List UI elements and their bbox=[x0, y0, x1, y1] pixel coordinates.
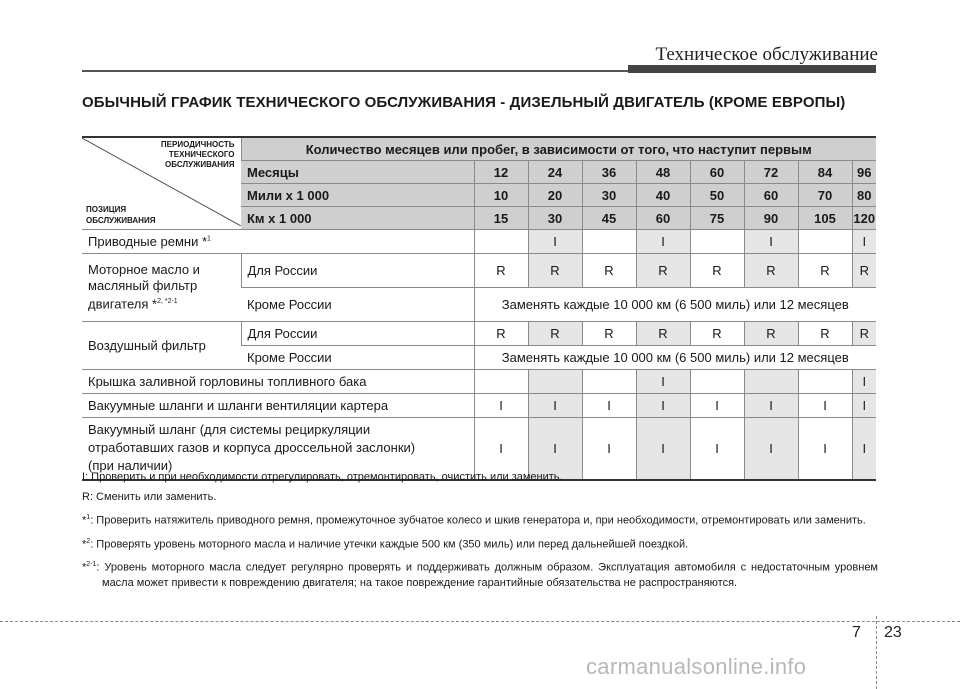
value-cell: R bbox=[690, 254, 744, 288]
value-cell: I bbox=[636, 370, 690, 394]
value-cell: R bbox=[474, 322, 528, 346]
value-cell: I bbox=[636, 230, 690, 254]
miles-cell: 40 bbox=[636, 184, 690, 207]
value-cell: R bbox=[798, 254, 852, 288]
month-cell: 96 bbox=[852, 161, 876, 184]
row-label-fuel-cap: Крышка заливной горловины топливного бака bbox=[82, 370, 474, 394]
table-row bbox=[82, 370, 876, 394]
note-1: *$^1$: Проверить натяжитель приводного ремня, промежуточное зубчатое колесо и шкив генератора и, при необходимости, отремонтировать или заменить. bbox=[82, 514, 866, 527]
value-cell bbox=[798, 370, 852, 394]
corner-item-label: ПОЗИЦИЯ ОБСЛУЖИВАНИЯ bbox=[86, 205, 156, 225]
miles-cell: 10 bbox=[474, 184, 528, 207]
month-cell: 48 bbox=[636, 161, 690, 184]
note-2-1: *$^{2-1}$: Уровень моторного масла следует регулярно проверять и поддерживать должным образом. Эксплуатация автомобиля с недостаточным уровнем масла может привести к повреждению двигателя; на такое повреждение гарантийные обязательства не распространяются. bbox=[82, 561, 878, 589]
footnotes bbox=[82, 470, 878, 596]
miles-cell: 70 bbox=[798, 184, 852, 207]
row-label-vacuum-hoses: Вакуумные шланги и шланги вентиляции картера bbox=[82, 394, 474, 418]
air-other-interval: Заменять каждые 10 000 км (6 500 миль) или 12 месяцев bbox=[474, 346, 876, 370]
miles-cell: 20 bbox=[528, 184, 582, 207]
value-cell: I bbox=[636, 394, 690, 418]
header-rule bbox=[82, 70, 628, 72]
value-cell: R bbox=[474, 254, 528, 288]
value-cell: I bbox=[852, 418, 876, 480]
table-row bbox=[82, 394, 876, 418]
footer-dashed-divider bbox=[876, 616, 877, 689]
row-label-belts: Приводные ремни *$^1$ bbox=[82, 230, 474, 254]
value-cell bbox=[582, 370, 636, 394]
miles-cell: 50 bbox=[690, 184, 744, 207]
value-cell: R bbox=[744, 254, 798, 288]
value-cell bbox=[474, 230, 528, 254]
value-cell: R bbox=[582, 322, 636, 346]
value-cell bbox=[690, 230, 744, 254]
miles-cell: 80 bbox=[852, 184, 876, 207]
miles-cell: 60 bbox=[744, 184, 798, 207]
value-cell: I bbox=[798, 394, 852, 418]
value-cell: I bbox=[798, 418, 852, 480]
value-cell: R bbox=[852, 322, 876, 346]
note-2: *$^2$: Проверять уровень моторного масла и наличие утечки каждые 500 км (350 миль) или перед дальнейшей поездкой. bbox=[82, 537, 689, 551]
corner-periodicity-label: ПЕРИОДИЧНОСТЬ ТЕХНИЧЕСКОГО ОБСЛУЖИВАНИЯ bbox=[160, 140, 235, 169]
value-cell: R bbox=[582, 254, 636, 288]
sub-label-other: Кроме России bbox=[241, 288, 474, 322]
value-cell: R bbox=[690, 322, 744, 346]
value-cell: I bbox=[690, 394, 744, 418]
footer-dashed-rule bbox=[0, 621, 960, 622]
sub-label-other: Кроме России bbox=[241, 346, 474, 370]
table-row bbox=[82, 254, 876, 288]
header-bar bbox=[628, 65, 876, 73]
km-cell: 45 bbox=[582, 207, 636, 230]
value-cell: R bbox=[744, 322, 798, 346]
month-cell: 12 bbox=[474, 161, 528, 184]
value-cell bbox=[690, 370, 744, 394]
value-cell: R bbox=[636, 322, 690, 346]
row-label-egr-hose: Вакуумный шланг (для системы рециркуляции отработавших газов и корпуса дроссельной заслонки) (при наличии) bbox=[82, 418, 474, 480]
note-replace: R: Сменить или заменить. bbox=[82, 491, 217, 503]
km-cell: 60 bbox=[636, 207, 690, 230]
value-cell: I bbox=[474, 394, 528, 418]
miles-cell: 30 bbox=[582, 184, 636, 207]
value-cell: I bbox=[744, 394, 798, 418]
page-title: ОБЫЧНЫЙ ГРАФИК ТЕХНИЧЕСКОГО ОБСЛУЖИВАНИЯ - ДИЗЕЛЬНЫЙ ДВИГАТЕЛЬ (КРОМЕ ЕВРОПЫ) bbox=[82, 94, 846, 111]
value-cell: I bbox=[474, 418, 528, 480]
km-cell: 75 bbox=[690, 207, 744, 230]
interval-title: Количество месяцев или пробег, в зависимости от того, что наступит первым bbox=[241, 137, 876, 161]
km-cell: 30 bbox=[528, 207, 582, 230]
month-cell: 84 bbox=[798, 161, 852, 184]
value-cell bbox=[528, 370, 582, 394]
km-label: Км x 1 000 bbox=[241, 207, 474, 230]
value-cell: I bbox=[528, 418, 582, 480]
table-row bbox=[82, 322, 876, 346]
value-cell: I bbox=[852, 370, 876, 394]
chapter-number: 7 bbox=[852, 624, 861, 641]
value-cell: I bbox=[528, 230, 582, 254]
value-cell: I bbox=[636, 418, 690, 480]
maintenance-schedule-table bbox=[82, 136, 876, 481]
oil-other-interval: Заменять каждые 10 000 км (6 500 миль) или 12 месяцев bbox=[474, 288, 876, 322]
month-cell: 36 bbox=[582, 161, 636, 184]
month-cell: 24 bbox=[528, 161, 582, 184]
months-label: Месяцы bbox=[241, 161, 474, 184]
km-cell: 105 bbox=[798, 207, 852, 230]
value-cell bbox=[474, 370, 528, 394]
value-cell: I bbox=[744, 418, 798, 480]
section-title: Техническое обслуживание bbox=[655, 44, 878, 65]
value-cell: R bbox=[798, 322, 852, 346]
km-cell: 15 bbox=[474, 207, 528, 230]
note-inspect: I: Проверить и при необходимости отрегулировать, отремонтировать, очистить или заменить. bbox=[82, 471, 563, 483]
sub-label-russia: Для России bbox=[241, 254, 474, 288]
value-cell: R bbox=[528, 322, 582, 346]
page-number: 23 bbox=[884, 624, 902, 641]
km-cell: 120 bbox=[852, 207, 876, 230]
sub-label-russia: Для России bbox=[241, 322, 474, 346]
watermark: carmanualsonline.info bbox=[586, 654, 807, 679]
value-cell bbox=[582, 230, 636, 254]
value-cell: R bbox=[528, 254, 582, 288]
table-corner-cell bbox=[82, 137, 241, 230]
row-label-air: Воздушный фильтр bbox=[82, 322, 241, 370]
miles-label: Мили x 1 000 bbox=[241, 184, 474, 207]
km-cell: 90 bbox=[744, 207, 798, 230]
value-cell: I bbox=[528, 394, 582, 418]
value-cell: I bbox=[852, 394, 876, 418]
month-cell: 60 bbox=[690, 161, 744, 184]
value-cell bbox=[798, 230, 852, 254]
value-cell: R bbox=[852, 254, 876, 288]
value-cell: R bbox=[636, 254, 690, 288]
row-label-oil: Моторное масло и масляный фильтр двигателя *$^{2, *2-1}$ bbox=[82, 254, 241, 322]
value-cell: I bbox=[582, 394, 636, 418]
table-row bbox=[82, 230, 876, 254]
value-cell: I bbox=[582, 418, 636, 480]
value-cell: I bbox=[744, 230, 798, 254]
value-cell: I bbox=[690, 418, 744, 480]
value-cell: I bbox=[852, 230, 876, 254]
value-cell bbox=[744, 370, 798, 394]
month-cell: 72 bbox=[744, 161, 798, 184]
